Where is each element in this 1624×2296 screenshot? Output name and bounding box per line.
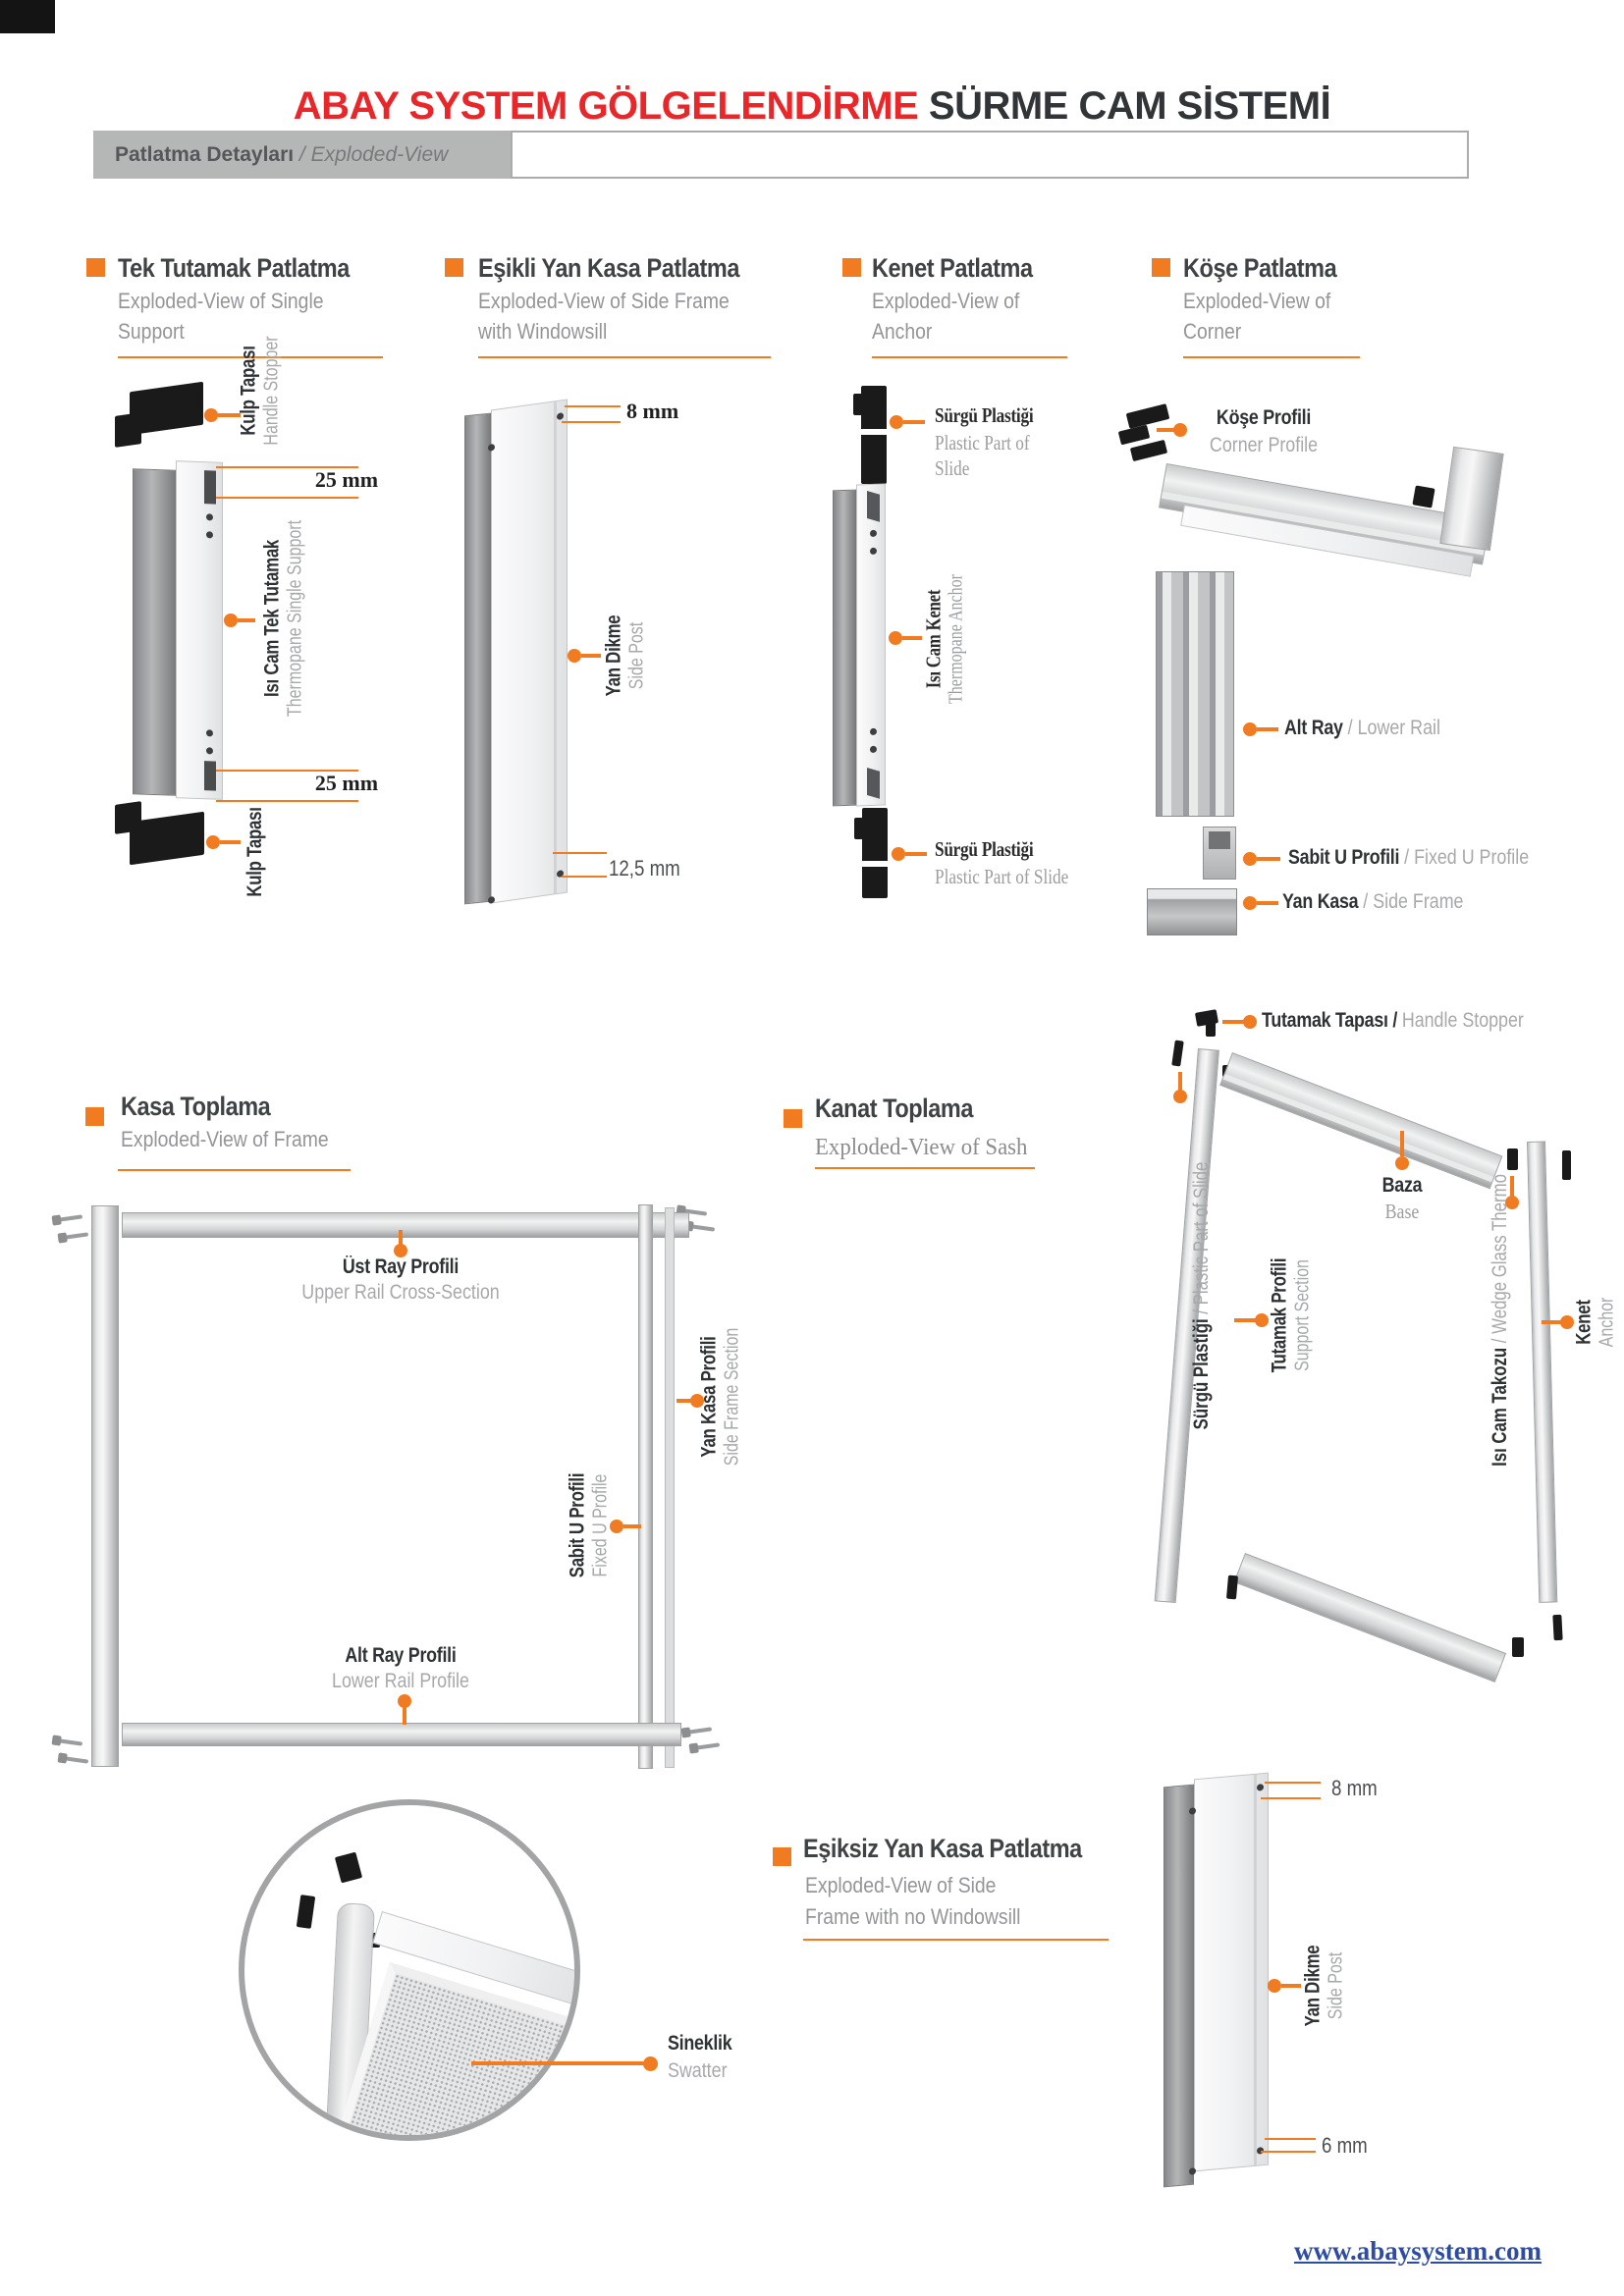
bullet-square [784, 1109, 802, 1128]
leader-dot [1243, 852, 1257, 866]
label-tr: Kulp Tapası [244, 807, 266, 897]
leader-dot [224, 614, 238, 627]
left-post [91, 1205, 119, 1767]
leader-line [471, 2061, 646, 2065]
section-sub: Exploded-View of [872, 289, 1020, 313]
profile-hole [206, 513, 213, 520]
label-tr: Alt Ray [1284, 717, 1343, 739]
section-title-kasa-toplama: Kasa Toplama [121, 1092, 271, 1121]
label-en: Fixed U Profile [589, 1473, 612, 1577]
fixed-u-notch [1209, 831, 1230, 849]
bullet-square [842, 258, 861, 277]
upper-rail [122, 1212, 689, 1238]
label-yan-dikme [603, 615, 649, 697]
label-yan-kasa [1282, 890, 1463, 914]
handle-stopper-part [1206, 1021, 1216, 1037]
leader-dot [643, 2056, 658, 2071]
dim-6mm: 6 mm [1322, 2133, 1368, 2158]
anchor-slot [867, 491, 880, 522]
label-isi-cam-tek-tutamak [261, 520, 307, 717]
screw-icon [691, 1224, 715, 1231]
page-title-product: SÜRME CAM SİSTEMİ [918, 84, 1331, 128]
label-en: Anchor [1596, 1297, 1618, 1348]
section-title-kose: Köşe Patlatma [1183, 253, 1337, 283]
label-en: / Wedge Glass Thermo [1489, 1174, 1511, 1348]
leader-dot [1255, 1313, 1269, 1327]
label-tr: Sürgü Plastiği [935, 837, 1034, 861]
dim-line [1261, 1797, 1321, 1799]
corner-connector-part [1118, 425, 1150, 446]
label-en: / Lower Rail [1342, 717, 1440, 739]
corner-black-clip [1412, 485, 1435, 507]
sash-black-clip [1171, 1041, 1184, 1067]
label-plastic-part-bottom [935, 865, 1068, 889]
label-tr: Kenet [1572, 1300, 1596, 1345]
section-title-esikli-yan-kasa: Eşikli Yan Kasa Patlatma [478, 253, 739, 283]
leader-dot [892, 847, 905, 861]
fixed-u-piece [1203, 827, 1236, 880]
dim-line [565, 405, 621, 407]
dim-line [1261, 2151, 1316, 2153]
leader-dot [1173, 1090, 1187, 1103]
handle-stopper-part [130, 812, 204, 866]
slide-plastic-part [862, 808, 888, 898]
sash-black-clip [1552, 1615, 1562, 1640]
bullet-square [445, 258, 463, 277]
leader-line [677, 1399, 691, 1403]
label-tr: Yan Kasa [1282, 890, 1359, 913]
panel-groove [1254, 1775, 1257, 2165]
panel-screw [557, 412, 564, 420]
slide-plastic-part [861, 386, 887, 484]
leader-line [1178, 1072, 1182, 1092]
label-kulp-tapasi-bottom [244, 807, 267, 896]
page-title-brand: ABAY SYSTEM GÖLGELENDİRME [293, 84, 919, 128]
anchor-side-face [833, 490, 856, 807]
label-yan-dikme-bottom [1302, 1946, 1348, 2027]
right-post-b [665, 1207, 675, 1768]
leader-dot [889, 631, 902, 645]
anchor-hole [870, 530, 877, 537]
slide-plastic-tab [853, 394, 862, 415]
dim-line [1265, 2138, 1316, 2140]
corner-right-post [1439, 447, 1503, 551]
anchor-hole [870, 746, 877, 753]
leader-dot [1243, 1015, 1257, 1029]
section-sub: Support [118, 319, 185, 344]
profile-front-face [176, 460, 223, 800]
leader-dot [1268, 1979, 1281, 1993]
leader-dot [1173, 423, 1187, 437]
corner-connector-part [1130, 440, 1167, 461]
leader-line [1257, 727, 1278, 731]
profile-slot [204, 761, 216, 790]
label-isi-cam-takozu [1489, 1174, 1512, 1467]
panel-side-face [1164, 1785, 1194, 2188]
label-tr: Isı Cam Tek Tutamak [260, 539, 284, 698]
section-underline [815, 1167, 1035, 1169]
dim-line [1265, 1782, 1321, 1784]
label-tr: Köşe Profili [1216, 406, 1312, 429]
leader-dot [204, 408, 218, 422]
website-link[interactable]: www.abaysystem.com [1294, 2236, 1542, 2266]
bullet-square [85, 1107, 104, 1126]
label-sabit-u-profili-frame [567, 1473, 613, 1578]
anchor-front-face [856, 483, 886, 806]
right-post-a [638, 1204, 653, 1769]
label-tr: Üst Ray Profili [342, 1255, 460, 1278]
label-tutamak-tapasi [1262, 1009, 1524, 1033]
section-sub: Exploded-View of Single [118, 289, 324, 313]
section-underline [803, 1939, 1109, 1941]
screw-icon [688, 1727, 712, 1734]
leader-dot [568, 649, 581, 663]
profile-hole [206, 747, 213, 754]
leader-line [623, 1524, 641, 1528]
section-sub: Exploded-View of Sash [815, 1135, 1028, 1160]
profile-side-face [133, 468, 176, 796]
corner-black-mark [0, 0, 55, 33]
label-sabit-u-profili [1288, 846, 1529, 870]
leader-line [581, 654, 601, 658]
label-kose-profili [1206, 406, 1323, 430]
label-surgu-plastigi-bottom [935, 837, 1033, 862]
label-alt-ray-profili [326, 1644, 476, 1668]
diagram-corner [1119, 393, 1624, 962]
panel-front-face [1194, 1773, 1269, 2172]
section-sub: Exploded-View of [1183, 289, 1331, 313]
screw-icon [65, 1232, 88, 1239]
label-kenet [1573, 1298, 1619, 1348]
dim-line [216, 497, 358, 499]
slide-plastic-gap [861, 429, 887, 435]
sash-top-rail-baza [1219, 1052, 1502, 1189]
leader-dot [890, 415, 903, 429]
sash-right-post [1527, 1142, 1557, 1603]
leader-line [1257, 857, 1280, 861]
label-lower-rail-profile [317, 1670, 484, 1693]
section-underline [118, 1169, 351, 1171]
leader-line [238, 618, 255, 622]
profile-hole [206, 729, 213, 736]
slide-plastic-tab [854, 818, 863, 839]
label-en: Handle Stopper [1401, 1009, 1524, 1032]
detail-circle-swatter [239, 1799, 580, 2141]
panel-screw [488, 896, 495, 904]
side-frame-piece [1147, 888, 1237, 935]
circle-black-clip [335, 1852, 362, 1884]
label-isi-cam-kenet [922, 574, 968, 704]
diagram-frame-assembly [59, 1202, 766, 1791]
leader-dot [1395, 1156, 1409, 1170]
label-en: Side Post [625, 621, 648, 690]
label-en: Upper Rail Cross-Section [301, 1281, 500, 1304]
section-underline [872, 356, 1067, 358]
lower-rail-profile [1156, 571, 1234, 817]
screw-icon [65, 1756, 88, 1763]
label-tr: Sürgü Plastiği [1190, 1318, 1213, 1430]
label-baza [1369, 1174, 1435, 1198]
bullet-square [86, 258, 105, 277]
bullet-square [773, 1847, 791, 1866]
diagram-side-frame-windowsill [447, 393, 781, 913]
panel-screw [1189, 2167, 1196, 2175]
section-underline [478, 356, 771, 358]
dim-line [216, 800, 358, 802]
dim-25mm-bottom: 25 mm [314, 771, 379, 795]
label-corner-profile [1206, 434, 1323, 457]
breadcrumb-empty-box [511, 131, 1469, 179]
label-tutamak-profili [1269, 1258, 1315, 1373]
label-ust-ray-profili [317, 1255, 484, 1279]
screw-icon [59, 1214, 82, 1221]
breadcrumb-title: Patlatma Detayları [115, 143, 295, 166]
panel-front-face [491, 400, 568, 904]
label-en: Side Post [1325, 1951, 1347, 2020]
label-en: Corner Profile [1209, 434, 1319, 456]
screw-icon [59, 1738, 82, 1745]
diagram-anchor [825, 378, 1149, 918]
panel-screw [1189, 1807, 1196, 1815]
label-tr: Sabit U Profili [566, 1472, 589, 1578]
page-title [0, 84, 1624, 129]
label-en: Plastic Part of [935, 431, 1030, 454]
leader-line [903, 420, 925, 424]
section-underline [1183, 356, 1360, 358]
label-tr: Isı Cam Takozu [1489, 1347, 1511, 1467]
leader-line [1281, 1984, 1301, 1988]
label-en: Support Section [1291, 1259, 1314, 1371]
leader-line [1400, 1131, 1404, 1156]
section-title-kenet: Kenet Patlatma [872, 253, 1033, 283]
dim-line [562, 421, 621, 423]
label-alt-ray [1284, 717, 1440, 740]
section-sub: Anchor [872, 319, 933, 344]
label-tr: Alt Ray Profili [345, 1644, 457, 1667]
label-kulp-tapasi-top [238, 336, 284, 445]
label-en: Thermopane Single Support [284, 519, 306, 718]
section-title-tek-tutamak: Tek Tutamak Patlatma [118, 253, 350, 283]
label-tr: Yan Dikme [602, 614, 625, 697]
sash-black-clip [1507, 1148, 1518, 1170]
leader-line [1257, 901, 1278, 905]
leader-line [902, 636, 922, 640]
label-surgu-plastigi-top [935, 403, 1033, 428]
diagram-side-frame-no-windowsill [1139, 1762, 1600, 2194]
section-sub: Frame with no Windowsill [805, 1904, 1021, 1929]
anchor-hole [870, 548, 877, 555]
label-en: Swatter [668, 2059, 728, 2082]
label-swatter [668, 2059, 728, 2083]
section-sub: Corner [1183, 319, 1242, 344]
label-en: Slide [935, 456, 970, 480]
label-en: Handle Stopper [260, 336, 283, 446]
leader-line [220, 840, 241, 844]
sash-black-clip [1226, 1575, 1238, 1600]
section-sub: Exploded-View of Frame [121, 1127, 329, 1151]
diagram-single-support [93, 314, 388, 903]
label-plastic-part-1 [935, 431, 1030, 455]
anchor-hole [870, 728, 877, 735]
panel-groove [554, 401, 557, 893]
breadcrumb [93, 131, 511, 179]
leader-line [403, 1705, 406, 1725]
dim-line [553, 852, 607, 854]
dim-12-5mm: 12,5 mm [609, 856, 680, 881]
leader-dot [206, 835, 220, 849]
label-tr: Tutamak Profili [1268, 1257, 1291, 1373]
label-en: Side Frame Section [721, 1327, 743, 1467]
label-en: Plastic Part of Slide [935, 865, 1069, 888]
label-tr: Tutamak Tapası / [1262, 1009, 1402, 1032]
handle-stopper-part [115, 412, 141, 448]
label-tr: Yan Kasa Profili [697, 1336, 721, 1458]
label-en: Thermopane Anchor [945, 574, 967, 704]
dim-8mm: 8 mm [626, 399, 679, 423]
corner-connector-part [1126, 403, 1170, 429]
panel-screw [488, 444, 495, 452]
breadcrumb-subtitle: / Exploded-View [294, 143, 449, 166]
label-yan-kasa-profili [698, 1328, 744, 1467]
leader-dot [1243, 722, 1257, 736]
label-tr: Baza [1381, 1174, 1423, 1197]
panel-side-face [464, 413, 491, 905]
label-en: / Side Frame [1358, 890, 1464, 913]
profile-slot [204, 470, 216, 504]
label-upper-rail-cross-section [300, 1281, 501, 1305]
section-title-esiksiz: Eşiksiz Yan Kasa Patlatma [803, 1834, 1082, 1863]
slide-plastic-gap [862, 861, 888, 867]
dim-25mm-top: 25 mm [314, 467, 379, 492]
profile-hole [206, 531, 213, 538]
sash-bottom-rail [1234, 1553, 1507, 1682]
label-en: / Plastic Part of Slide [1190, 1161, 1213, 1319]
lower-rail [122, 1723, 681, 1746]
dim-8mm: 8 mm [1331, 1776, 1378, 1800]
rail-stripe [1223, 1074, 1494, 1183]
label-tr: Sineklik [668, 2032, 732, 2055]
label-base [1369, 1200, 1435, 1224]
leader-dot [1243, 896, 1257, 910]
screw-icon [696, 1742, 720, 1749]
label-tr: Sabit U Profili [1288, 846, 1400, 869]
dim-line [562, 876, 607, 878]
label-tr: Yan Dikme [1301, 1945, 1325, 2027]
section-title-kanat-toplama: Kanat Toplama [815, 1094, 973, 1123]
section-sub: Exploded-View of Side Frame [478, 289, 730, 313]
panel-screw [1257, 1784, 1264, 1791]
label-surgu-plastigi-sash [1190, 1162, 1214, 1430]
label-tr: Kulp Tapası [237, 346, 260, 436]
section-sub: with Windowsill [478, 319, 608, 344]
label-tr: Sürgü Plastiği [935, 403, 1034, 427]
circle-black-clip [297, 1895, 315, 1929]
anchor-slot [867, 768, 880, 799]
sash-black-clip [1562, 1150, 1571, 1180]
label-en: / Fixed U Profile [1399, 846, 1530, 869]
label-tr: Isı Cam Kenet [921, 589, 946, 689]
bullet-square [1152, 258, 1170, 277]
sash-black-clip [1512, 1637, 1524, 1657]
diagram-sash-assembly [1129, 1001, 1624, 1688]
label-plastic-part-2 [935, 456, 969, 481]
label-en: Lower Rail Profile [332, 1670, 469, 1692]
label-en: Base [1384, 1200, 1420, 1223]
leader-line [905, 852, 927, 856]
label-sineklik [668, 2032, 731, 2056]
section-sub: Exploded-View of Side [805, 1873, 997, 1897]
